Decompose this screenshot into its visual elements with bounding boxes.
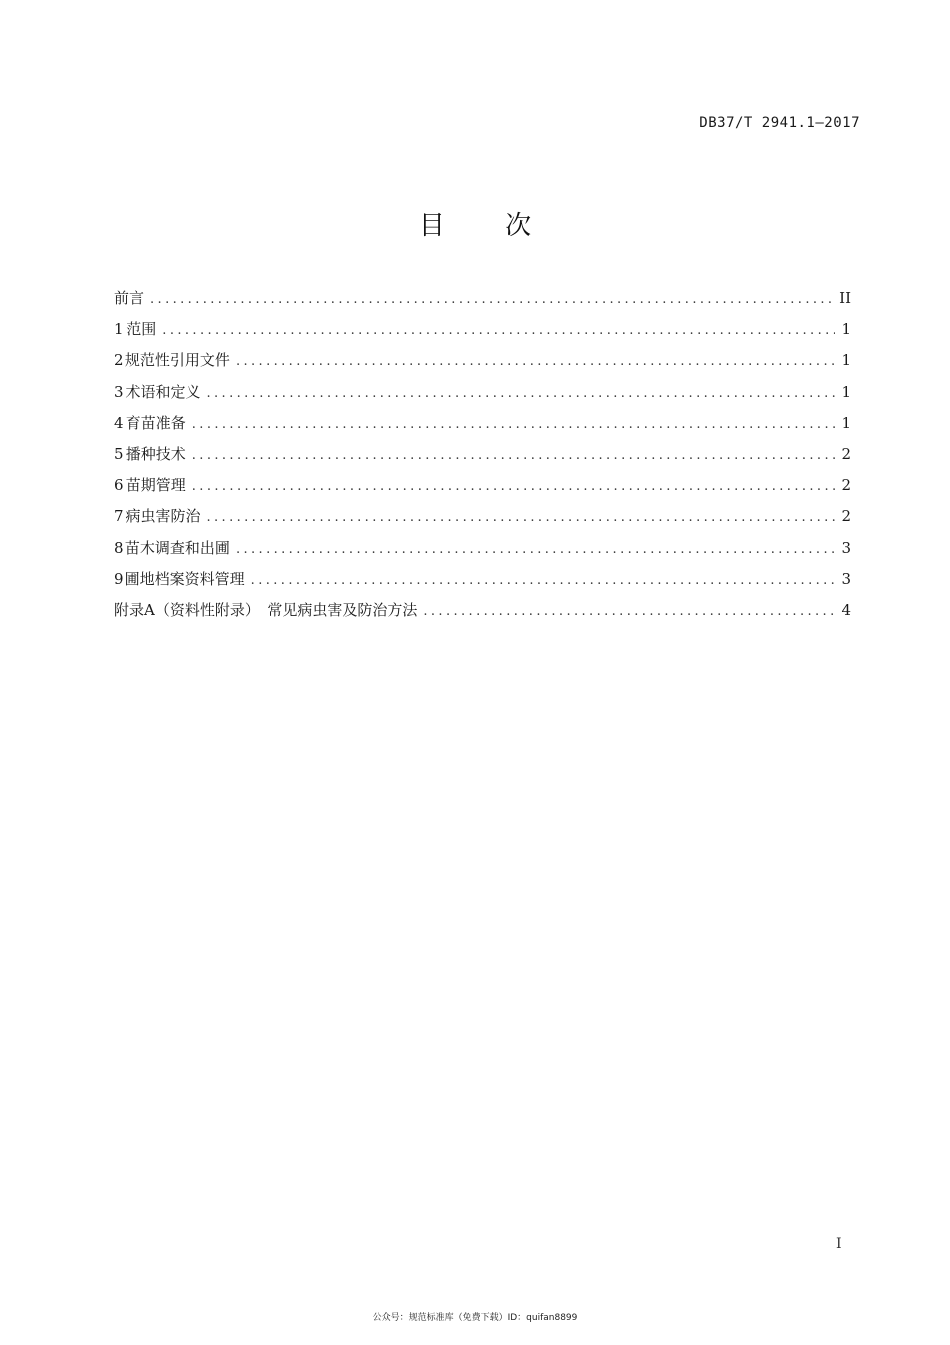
toc-entry-number: 5 bbox=[114, 444, 124, 463]
toc-entry-label: 病虫害防治 bbox=[125, 507, 201, 526]
toc-entry-page: 4 bbox=[841, 600, 851, 619]
toc-entry-page: 1 bbox=[841, 351, 851, 370]
toc-entry-nursery-preparation[interactable] bbox=[114, 411, 851, 442]
toc-entry-label: 规范性引用文件 bbox=[124, 351, 230, 370]
toc-entry-page: 1 bbox=[841, 413, 851, 432]
toc-entry-pest-control[interactable] bbox=[114, 504, 851, 535]
toc-entry-normative-references[interactable] bbox=[114, 348, 851, 379]
toc-entry-number: 9 bbox=[114, 569, 124, 588]
toc-entry-label: 苗木调查和出圃 bbox=[124, 538, 230, 557]
dot-leader bbox=[192, 444, 835, 468]
toc-entry-page: 3 bbox=[841, 569, 851, 588]
toc-entry-label: 圃地档案资料管理 bbox=[124, 569, 245, 588]
dot-leader bbox=[192, 413, 835, 437]
toc-entry-nursery-records[interactable] bbox=[114, 567, 851, 598]
toc-entry-page: 2 bbox=[841, 507, 851, 526]
toc-entry-sowing-technique[interactable] bbox=[114, 442, 851, 473]
dot-leader bbox=[251, 569, 835, 593]
toc-entry-number: 4 bbox=[114, 413, 124, 432]
dot-leader bbox=[162, 319, 835, 343]
toc-entry-label: 附录A（资料性附录） 常见病虫害及防治方法 bbox=[114, 600, 418, 619]
toc-entry-number: 3 bbox=[114, 382, 124, 401]
toc-entry-foreword[interactable] bbox=[114, 286, 851, 317]
footer-note: 公众号：规范标准库（免费下载）ID：quifan8899 bbox=[372, 1313, 578, 1323]
toc-entry-page: 1 bbox=[841, 382, 851, 401]
toc-entry-seedling-survey[interactable] bbox=[114, 536, 851, 567]
toc-entry-number: 7 bbox=[114, 507, 124, 526]
toc-entry-seedling-management[interactable] bbox=[114, 473, 851, 504]
toc-entry-page: 2 bbox=[841, 476, 851, 495]
toc-title: 目 次 bbox=[418, 211, 558, 241]
table-of-contents bbox=[114, 286, 851, 629]
toc-entry-label: 术语和定义 bbox=[125, 382, 201, 401]
toc-entry-label: 范围 bbox=[126, 320, 157, 339]
toc-entry-terms-definitions[interactable] bbox=[114, 380, 851, 411]
dot-leader bbox=[150, 288, 835, 312]
toc-entry-number: 2 bbox=[114, 351, 124, 370]
toc-entry-number: 6 bbox=[114, 476, 124, 495]
dot-leader bbox=[192, 475, 835, 499]
toc-entry-page: 2 bbox=[841, 444, 851, 463]
toc-entry-scope[interactable] bbox=[114, 317, 851, 348]
toc-entry-label: 播种技术 bbox=[125, 444, 186, 463]
dot-leader bbox=[423, 600, 835, 624]
toc-entry-label: 苗期管理 bbox=[125, 476, 186, 495]
dot-leader bbox=[206, 506, 835, 530]
toc-entry-label: 育苗准备 bbox=[125, 413, 186, 432]
toc-entry-label: 前言 bbox=[114, 289, 145, 307]
toc-entry-number: 1 bbox=[114, 320, 124, 339]
toc-entry-page: II bbox=[839, 289, 851, 307]
dot-leader bbox=[206, 382, 835, 406]
toc-entry-number: 8 bbox=[114, 538, 124, 557]
toc-entry-appendix-a[interactable] bbox=[114, 598, 851, 629]
document-code: DB37/T 2941.1—2017 bbox=[699, 115, 860, 131]
page-number: I bbox=[836, 1236, 842, 1252]
toc-entry-page: 3 bbox=[841, 538, 851, 557]
toc-entry-page: 1 bbox=[841, 320, 851, 339]
dot-leader bbox=[236, 350, 835, 374]
dot-leader bbox=[236, 538, 835, 562]
